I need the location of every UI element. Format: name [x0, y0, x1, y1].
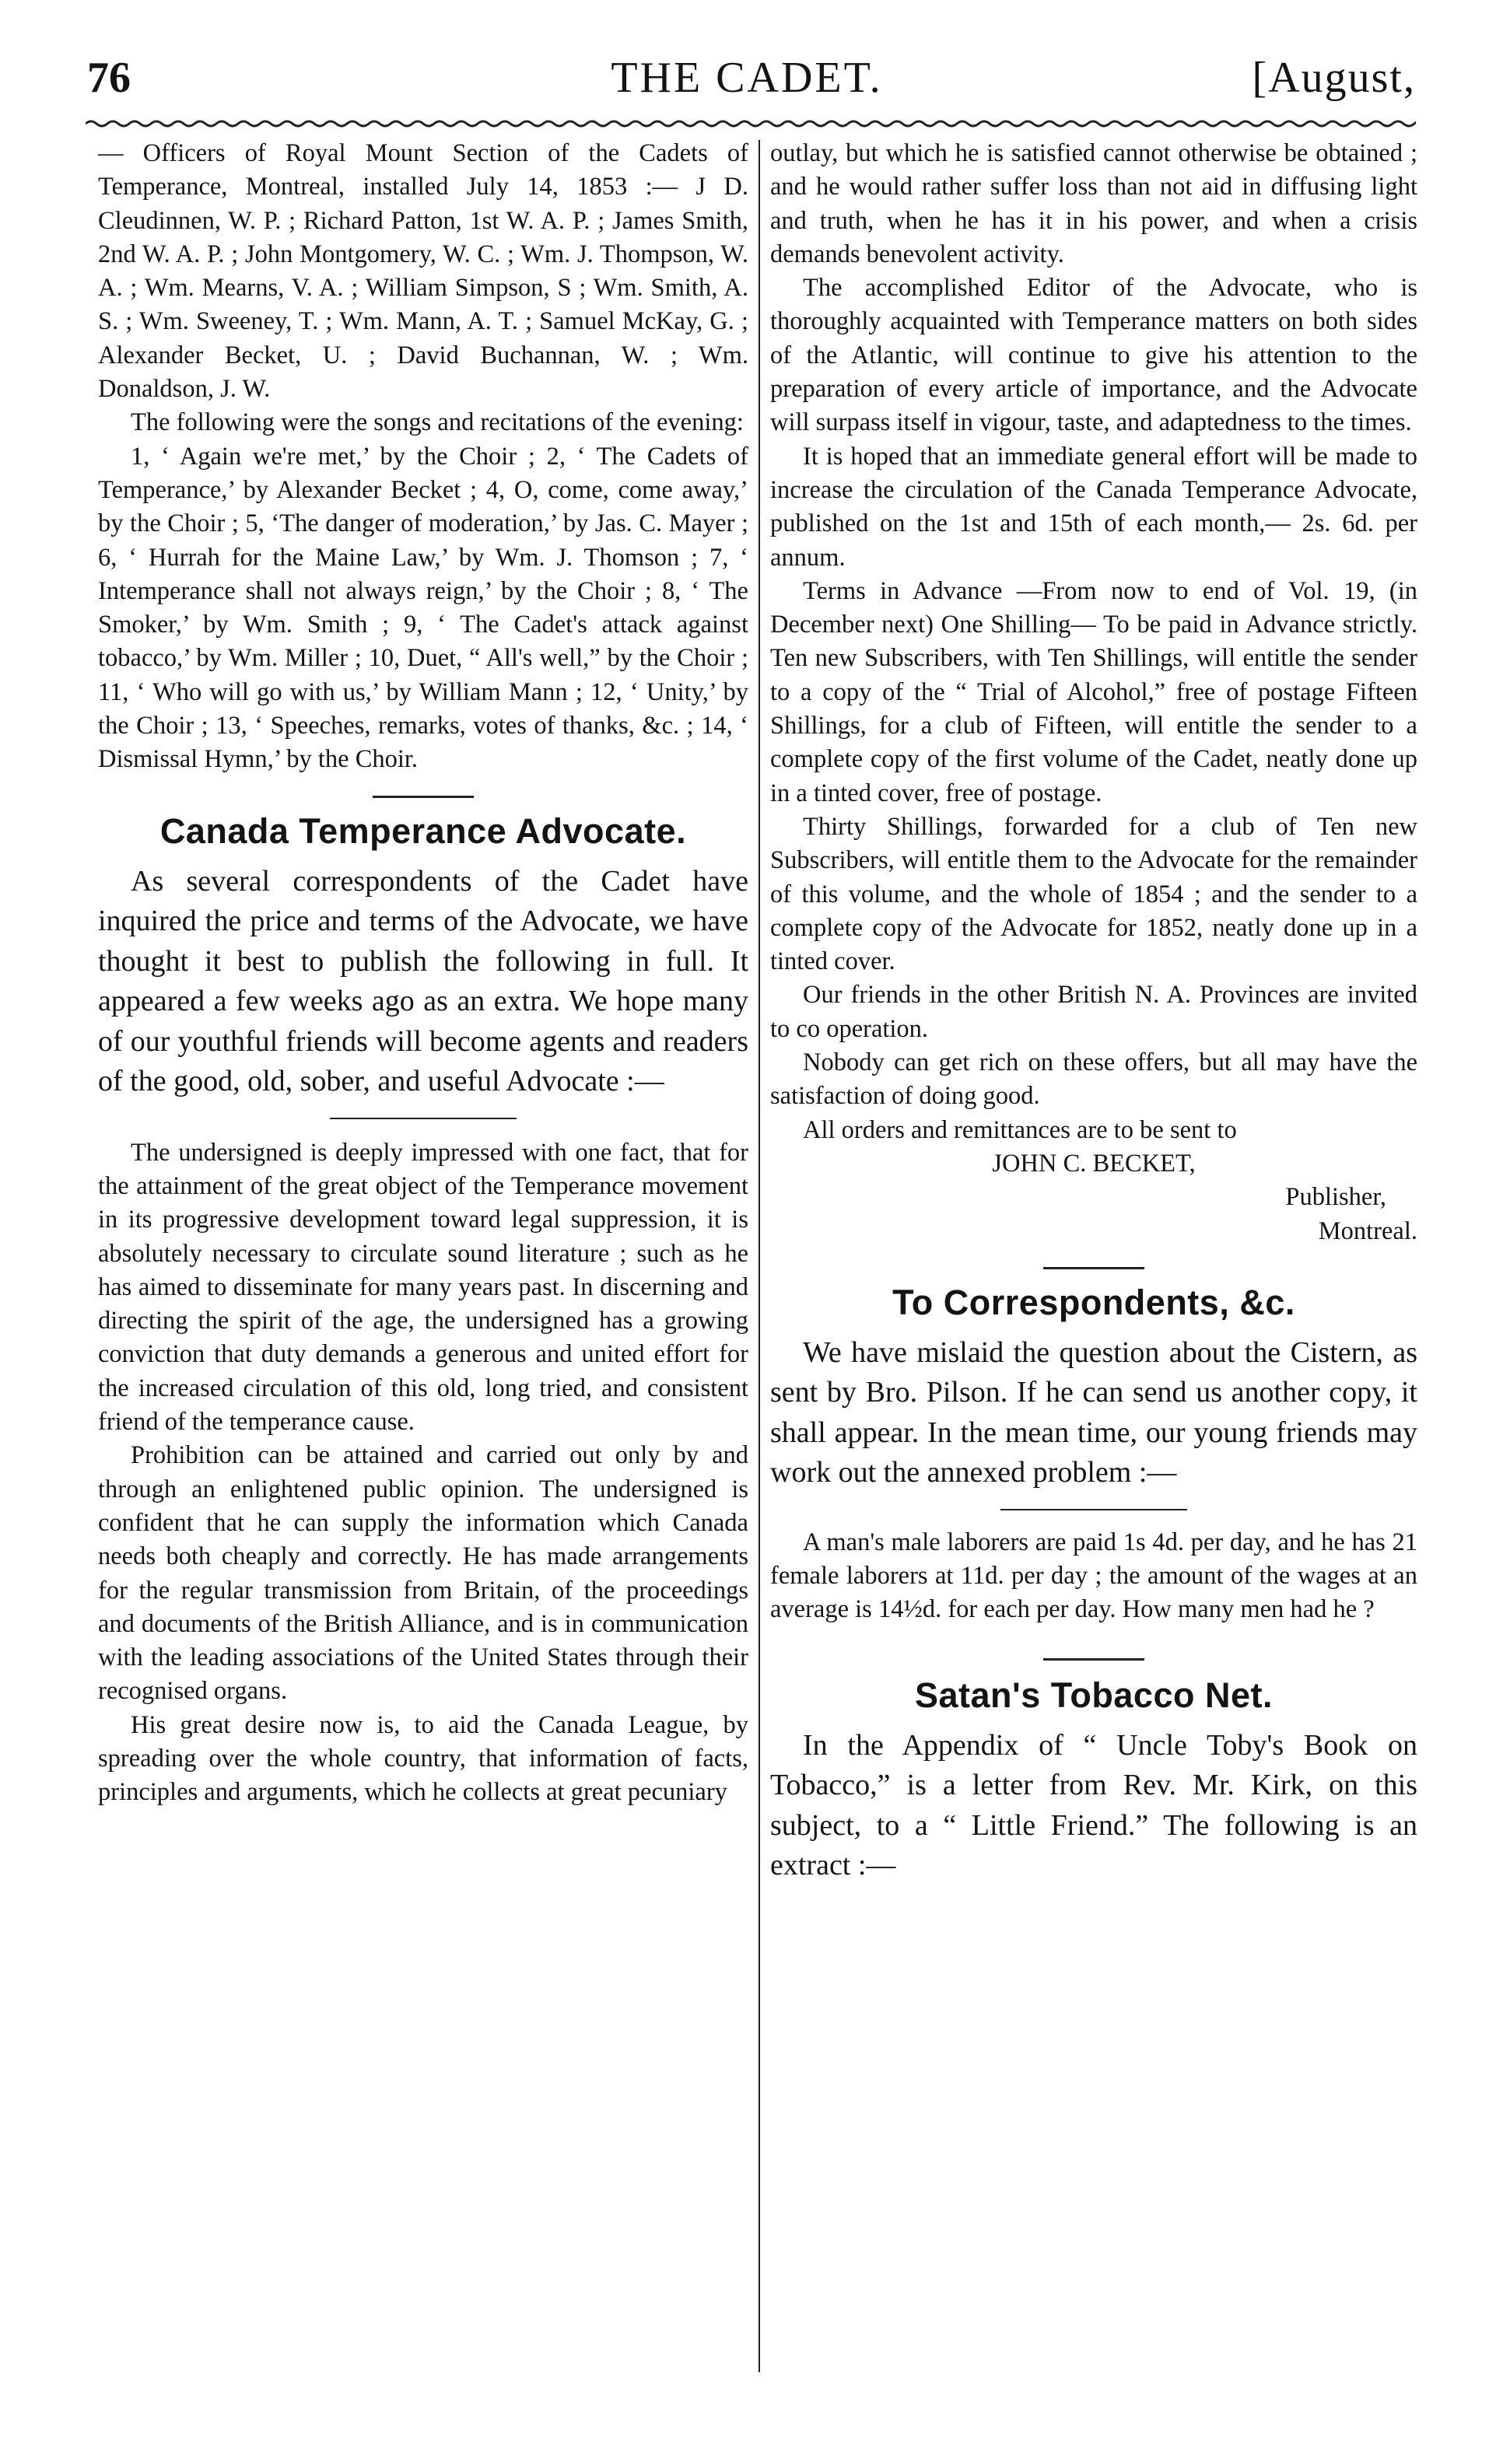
section-rule [1043, 1658, 1144, 1661]
section-heading: Satan's Tobacco Net. [915, 1675, 1273, 1715]
left-column [98, 137, 748, 1810]
satan-paragraph: In the Appendix of “ Uncle Toby's Book on Tobacco,” is a letter from Rev. Mr. Kirk, on this subject, to a “ Little Friend.” The following is an extract :— [770, 1728, 1417, 1882]
section-heading: To Correspondents, &c. [892, 1282, 1295, 1322]
terms-paragraph: Terms in Advance —From now to end of Vol. 19, (in December next) One Shilling— To be paid in Advance strictly. Ten new Subscribers, with Ten Shillings, will entitle the sender to a copy of the “ Trial of Alcohol,” free of postage Fifteen Shillings, for a club of Fifteen, will entitle the sender to a complete copy of the first volume of the Cadet, neatly done up in a tinted cover, free of postage. [770, 576, 1417, 807]
advocate-intro: As several correspondents of the Cadet have inquired the price and terms of the Advocate, we have thought it best to publish the following in full. It appeared a few weeks ago as an extra. We hope many of our youthful friends will become agents and readers of the good, old, sober, and useful Advocate :— [98, 864, 748, 1098]
correspondents-paragraph: We have mislaid the question about the Cistern, as sent by Bro. Pilson. If he can send us another copy, it shall appear. In the mean time, our young friends may work out the annexed problem :— [770, 1335, 1417, 1489]
section-rule [1043, 1267, 1144, 1269]
header-wavy-rule [86, 117, 1416, 131]
problem-paragraph: A man's male laborers are paid 1s 4d. per day, and he has 21 female laborers at 11d. per day ; the amount of the wages at an average is 14½d. for each per day. How many men had he ? [770, 1528, 1417, 1624]
signature-place: Montreal. [1318, 1216, 1417, 1245]
article-paragraph: Thirty Shillings, forwarded for a club of Ten new Subscribers, will entitle them to the Advocate for the remainder of this volume, and the whole of 1854 ; and the sender to a complete copy of the Advocate for 1852, neatly done up in a tinted cover. [770, 812, 1417, 976]
publication-title: THE CADET. [611, 54, 883, 102]
section-rule [330, 1118, 517, 1119]
article-paragraph: It is hoped that an immediate general effort will be made to increase the circulation of the Canada Temperance Advocate, published on the 1st and 15th of each month,— 2s. 6d. per annum. [770, 442, 1417, 572]
signature-name: JOHN C. BECKET, [992, 1149, 1196, 1178]
songs-intro: The following were the songs and recitations of the evening: [131, 408, 744, 437]
article-paragraph: The undersigned is deeply impressed with one fact, that for the attainment of the great object of the Temperance movement in its progressive development toward legal suppression, it is absolutely necessary to circulate sound literature ; such as he has aimed to disseminate for many years past. In discerning and directing the spirit of the age, the undersigned has a growing conviction that duty demands a generous and united effort for the increased circulation of this old, long tried, and consistent friend of the temperance cause. [98, 1138, 748, 1437]
section-rule [1000, 1509, 1187, 1510]
column-divider [759, 140, 760, 2372]
article-paragraph: outlay, but which he is satisfied cannot otherwise be obtained ; and he would rather suffer loss than not aid in diffusing light and truth, when he has it in his power, and when a crisis demands benevolent activity. [770, 139, 1417, 268]
article-paragraph: Prohibition can be attained and carried out only by and through an enlightened public opinion. The undersigned is confident that he can supply the information which Canada needs both cheaply and correctly. He has made arrangements for the regular transmission from Britain, of the proceedings and documents of the British Alliance, and is in communication with the leading associations of the United States through their recognised organs. [98, 1441, 748, 1706]
issue-month: [August, [1252, 54, 1416, 102]
page-number: 76 [87, 54, 131, 102]
signature-role: Publisher, [1285, 1183, 1386, 1212]
right-column [770, 137, 1417, 1886]
article-paragraph: Nobody can get rich on these offers, but all may have the satisfaction of doing good. [770, 1048, 1417, 1111]
section-heading: Canada Temperance Advocate. [159, 810, 687, 851]
page-header [78, 50, 1416, 104]
article-paragraph: All orders and remittances are to be sent to [803, 1115, 1237, 1144]
article-paragraph: The accomplished Editor of the Advocate, who is thoroughly acquainted with Temperance matters on both sides of the Atlantic, will continue to give his attention to the preparation of every article of importance, and the Advocate will surpass itself in vigour, taste, and adaptedness to the times. [770, 274, 1417, 437]
songs-list: 1, ‘ Again we're met,’ by the Choir ; 2, ‘ The Cadets of Temperance,’ by Alexander Becket ; 4, O, come, come away,’ by the Choir ; 5, ‘The danger of moderation,’ by Jas. C. Mayer ; 6, ‘ Hurrah for the Maine Law,’ by Wm. J. Thomson ; 7, ‘ Intemperance shall not always reign,’ by the Choir ; 8, ‘ The Smoker,’ by Wm. Smith ; 9, ‘ The Cadet's attack against tobacco,’ by Wm. Miller ; 10, Duet, “ All's well,” by the Choir ; 11, ‘ Who will go with us,’ by William Mann ; 12, ‘ Unity,’ by the Choir ; 13, ‘ Speeches, remarks, votes of thanks, &c. ; 14, ‘ Dismissal Hymn,’ by the Choir. [98, 442, 748, 774]
article-paragraph: His great desire now is, to aid the Canada League, by spreading over the whole country, that information of facts, principles and arguments, which he collects at great pecuniary [98, 1710, 748, 1807]
officers-notice: — Officers of Royal Mount Section of the Cadets of Temperance, Montreal, installed July 14, 1853 :— J D. Cleudinnen, W. P. ; Richard Patton, 1st W. A. P. ; James Smith, 2nd W. A. P. ; John Montgomery, W. C. ; Wm. J. Thompson, W. A. ; Wm. Mearns, V. A. ; William Simpson, S ; Wm. Smith, A. S. ; Wm. Sweeney, T. ; Wm. Mann, A. T. ; Samuel McKay, G. ; Alexander Becket, U. ; David Buchannan, W. ; Wm. Donaldson, J. W. [98, 139, 748, 404]
article-paragraph: Our friends in the other British N. A. Provinces are invited to co operation. [770, 981, 1417, 1043]
section-rule [373, 796, 474, 798]
